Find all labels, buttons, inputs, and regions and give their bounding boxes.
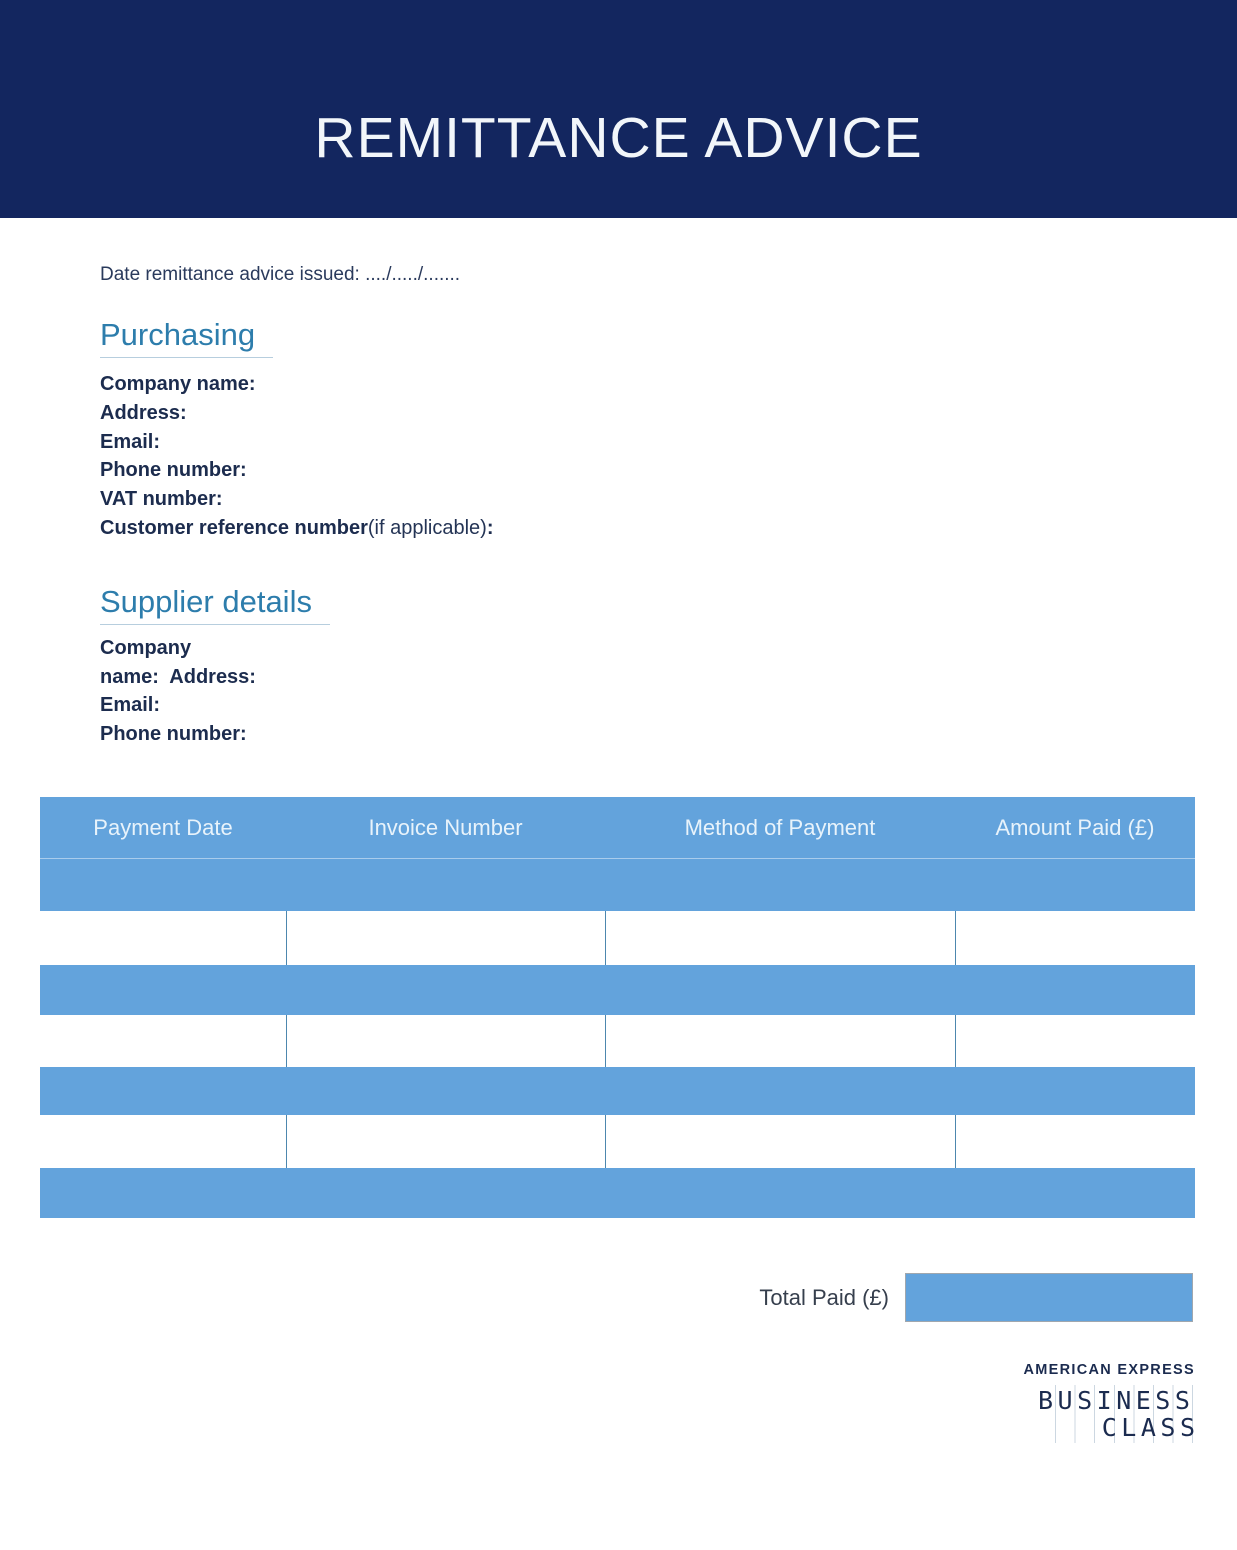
total-paid-value-box — [905, 1273, 1193, 1322]
field-label-supplier-email: Email: — [100, 694, 161, 717]
purchasing-heading: Purchasing — [100, 316, 273, 358]
table-row-2 — [40, 911, 1195, 965]
table-cell — [955, 1015, 1195, 1067]
table-cell — [40, 1115, 286, 1168]
purchasing-section — [100, 287, 940, 543]
col-header-invoice-number: Invoice Number — [368, 814, 523, 840]
field-label-address: Address: — [100, 401, 187, 424]
american-express-wordmark: AMERICAN EXPRESS — [1023, 1362, 1195, 1378]
table-cell — [955, 1115, 1195, 1168]
field-label-vat-number: VAT number: — [100, 488, 223, 511]
customer-reference-bold-text: Customer reference number — [100, 516, 368, 539]
table-cell — [605, 1015, 955, 1067]
total-paid-row — [0, 1273, 1193, 1322]
table-cell — [605, 911, 955, 965]
purchasing-fields — [100, 370, 940, 543]
table-cell — [286, 911, 605, 965]
field-label-supplier-phone-number: Phone number: — [100, 723, 247, 746]
table-cell — [605, 1115, 955, 1168]
table-row-6 — [40, 1115, 1195, 1168]
date-issued-line: Date remittance advice issued: ..../...../....... — [100, 264, 461, 285]
business-class-line2: CLASS — [1101, 1413, 1200, 1442]
supplier-heading: Supplier details — [100, 583, 330, 625]
field-label-email: Email: — [100, 430, 161, 453]
table-row-3 — [40, 965, 1195, 1015]
field-label-customer-reference — [100, 514, 940, 543]
supplier-fields — [100, 634, 940, 749]
col-header-method-of-payment: Method of Payment — [684, 814, 876, 840]
table-row-7 — [40, 1168, 1195, 1218]
table-cell — [286, 1115, 605, 1168]
table-header-row — [40, 797, 1195, 859]
document-header-banner — [0, 0, 1237, 218]
table-cell — [955, 911, 1195, 965]
table-cell — [40, 911, 286, 965]
table-cell — [286, 1015, 605, 1067]
table-cell — [40, 1015, 286, 1067]
customer-reference-note-text: (if applicable) — [367, 516, 487, 539]
payments-table — [40, 797, 1195, 1218]
total-paid-label: Total Paid (£) — [759, 1285, 889, 1310]
table-row-5 — [40, 1067, 1195, 1115]
document-title: REMITTANCE ADVICE — [314, 106, 923, 170]
business-class-wordmark — [1038, 1385, 1200, 1443]
business-class-line1: BUSINESS — [1038, 1386, 1195, 1415]
field-label-supplier-company: Company — [100, 636, 192, 659]
table-row-4 — [40, 1015, 1195, 1067]
american-express-business-class-logo — [1023, 1362, 1200, 1443]
table-row-1 — [40, 859, 1195, 911]
field-label-supplier-name-address: name: Address: — [100, 665, 256, 688]
field-label-phone-number: Phone number: — [100, 459, 247, 482]
field-label-company-name: Company name: — [100, 373, 256, 395]
supplier-section — [100, 543, 940, 749]
col-header-payment-date: Payment Date — [93, 814, 233, 840]
document-body — [100, 263, 940, 749]
customer-reference-colon: : — [486, 516, 494, 539]
col-header-amount-paid: Amount Paid (£) — [995, 814, 1155, 840]
